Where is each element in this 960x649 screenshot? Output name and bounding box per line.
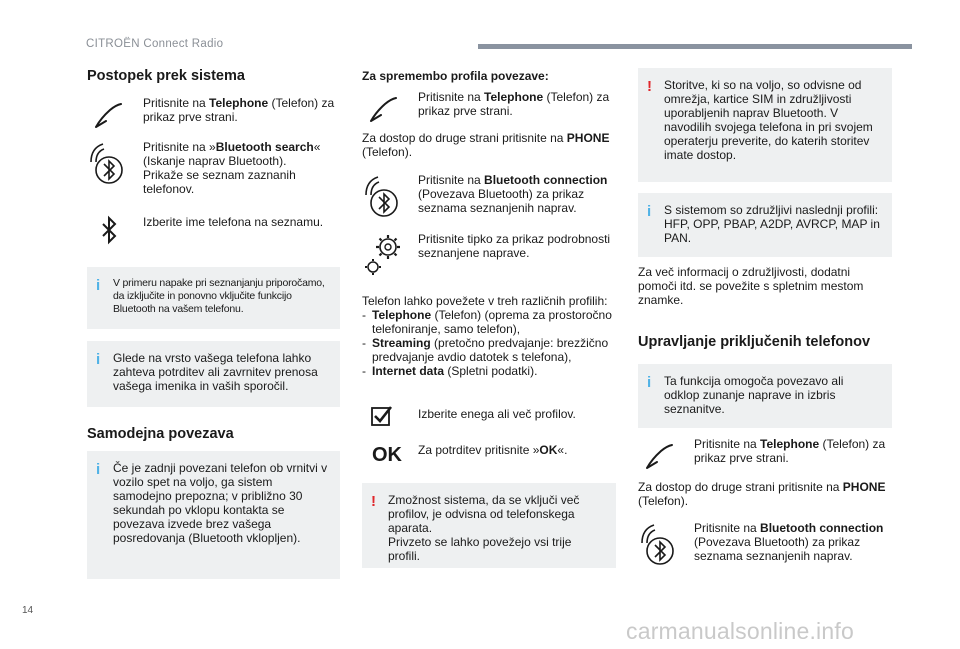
step-bluetooth-connection-3: Pritisnite na Bluetooth connection (Povezava Bluetooth) za prikaz seznama seznanjenih naprav. <box>638 521 892 563</box>
heading-postopek: Postopek prek sistema <box>87 68 245 84</box>
phone-handset-icon <box>638 437 690 485</box>
info-icon: i <box>647 203 652 220</box>
note-function: i Ta funkcija omogoča povezavo ali odklop zunanje naprave in izbris seznanitve. <box>638 364 892 428</box>
para-phone-page: Za dostop do druge strani pritisnite na PHONE (Telefon). <box>362 131 610 159</box>
heading-profile: Za spremembo profila povezave: <box>362 69 549 83</box>
info-icon: i <box>647 374 652 391</box>
info-icon: i <box>96 351 101 368</box>
note-phone-type: i Glede na vrsto vašega telefona lahko zahteva potrditev ali zavrnitev prenosa vašega imenika in vaših sporočil. <box>87 341 340 407</box>
header-title: CITROËN Connect Radio <box>86 38 224 50</box>
page-number: 14 <box>22 605 34 616</box>
list-item: - Streaming (pretočno predvajanje: brezžično predvajanje avdio datotek s telefona), <box>362 336 609 364</box>
bluetooth-icon <box>87 212 139 260</box>
heading-upravljanje: Upravljanje priključenih telefonov <box>638 334 871 350</box>
step-select-phone: Izberite ime telefona na seznamu. <box>87 212 340 229</box>
watermark: carmanualsonline.info <box>626 618 854 644</box>
step-confirm-ok: OK Za potrditev pritisnite »OK«. <box>362 440 616 457</box>
warn-services: ! Storitve, ki so na voljo, so odvisne od omrežja, kartice SIM in združljivosti uporabljenih naprav Bluetooth. V navodilih svojega telefona in pri svojem operaterju preverite, do katerih storitev imate dostop. <box>638 68 892 182</box>
para-phone-page-3: Za dostop do druge strani pritisnite na PHONE (Telefon). <box>638 480 886 508</box>
step-bluetooth-connection: Pritisnite na Bluetooth connection (Povezava Bluetooth) za prikaz seznama seznanjenih naprav. <box>362 173 616 215</box>
para-compatibility: Za več informacij o združljivosti, dodatni pomoči itd. se povežite s spletnim mestom znamke. <box>638 265 864 307</box>
info-icon: i <box>96 461 101 478</box>
bluetooth-connection-icon <box>638 521 690 569</box>
list-item: - Telephone (Telefon) (oprema za prostoročno telefoniranje, samo telefon), <box>362 308 612 336</box>
bluetooth-search-icon <box>87 140 139 188</box>
profiles-list <box>362 308 616 378</box>
ok-icon: OK <box>372 444 402 466</box>
step-telephone-3: Pritisnite na Telephone (Telefon) za prikaz prve strani. <box>638 437 892 465</box>
step-telephone: Pritisnite na Telephone (Telefon) za prikaz prve strani. <box>87 96 340 124</box>
step-bluetooth-search: Pritisnite na »Bluetooth search« (Iskanje naprav Bluetooth). Prikaže se seznam zaznanih telefonov. <box>87 140 340 196</box>
step-device-details: Pritisnite tipko za prikaz podrobnosti seznanjene naprave. <box>362 231 616 260</box>
list-item: - Internet data (Spletni podatki). <box>362 364 538 378</box>
heading-samodejna: Samodejna povezava <box>87 426 234 442</box>
bluetooth-connection-icon <box>362 173 414 221</box>
step-telephone-2: Pritisnite na Telephone (Telefon) za prikaz prve strani. <box>362 90 616 118</box>
note-pairing-error: i V primeru napake pri seznanjanju priporočamo, da izključite in ponovno vključite funkcijo Bluetooth na vašem telefonu. <box>87 267 340 329</box>
para-profiles-intro: Telefon lahko povežete v treh različnih profilih: <box>362 294 608 308</box>
warn-profiles: ! Zmožnost sistema, da se vključi več profilov, je odvisna od telefonskega aparata. Privzeto se lahko povežejo vsi trije profili. <box>362 483 616 568</box>
note-compatible-profiles: i S sistemom so združljivi naslednji profili: HFP, OPP, PBAP, A2DP, AVRCP, MAP in PAN. <box>638 193 892 257</box>
phone-handset-icon <box>87 96 139 144</box>
warning-icon: ! <box>647 78 652 95</box>
note-auto-connect: i Če je zadnji povezani telefon ob vrnitvi v vozilo spet na voljo, ga sistem samodejno prepozna; v približno 30 sekundah po vklopu kontakta se povezava izvede brez vašega posredovanja (Bluetooth vklopljen). <box>87 451 340 579</box>
header-bar <box>478 44 912 49</box>
warning-icon: ! <box>371 493 376 510</box>
settings-gear-icon <box>362 231 414 279</box>
info-icon: i <box>96 277 100 294</box>
step-select-profiles: Izberite enega ali več profilov. <box>362 404 616 421</box>
